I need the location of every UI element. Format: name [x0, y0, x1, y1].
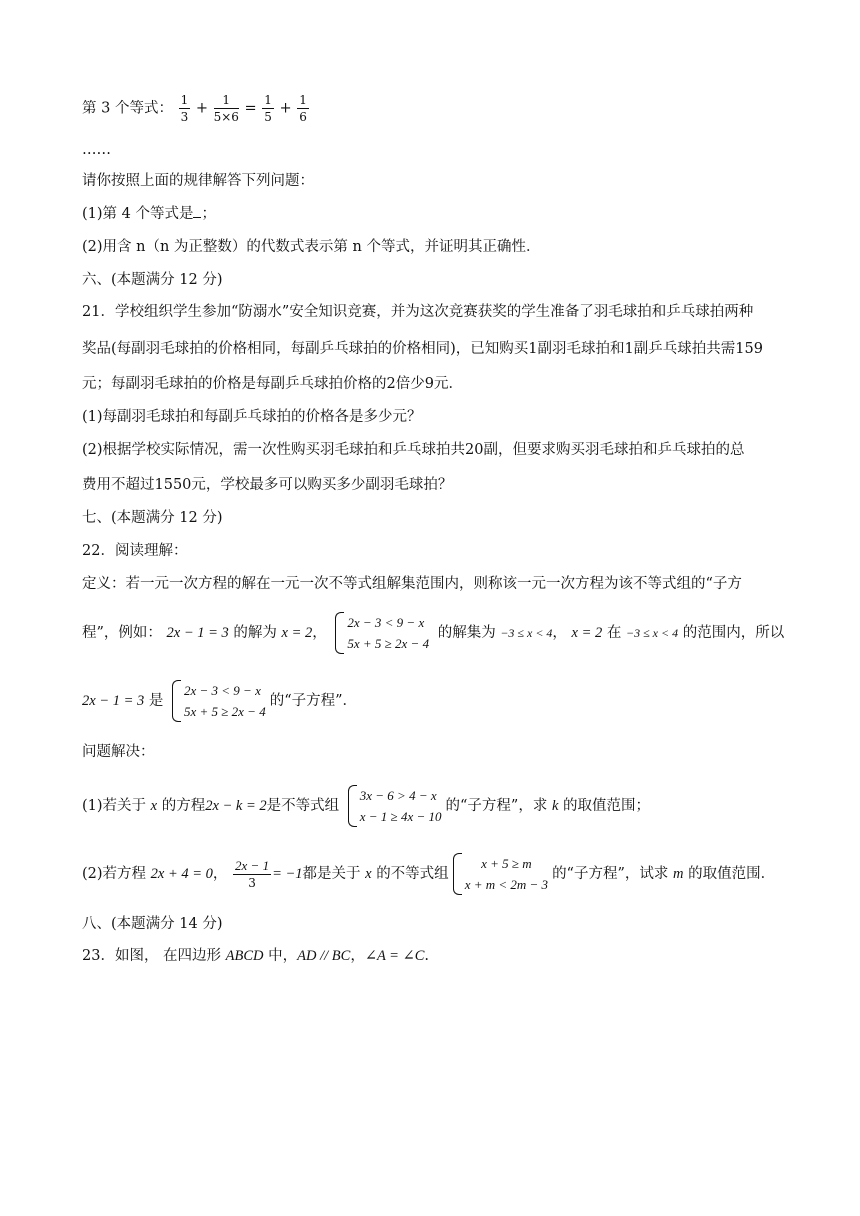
problem-21-question-2b: 费用不超过1550元，学校最多可以购买多少副羽毛球拍？ — [82, 477, 453, 493]
math-expression: x = 2 — [281, 625, 313, 641]
problem-21-question-2a: (2)根据学校实际情况，需一次性购买羽毛球拍和乒乓球拍共20副，但要求购买羽毛球拍和乒乓球拍的总 — [82, 442, 745, 458]
problem-22-title: 22．阅读理解： — [82, 543, 188, 559]
section-8-header: 八、(本题满分 14 分) — [82, 916, 223, 932]
intro-text: 请你按照上面的规律解答下列问题： — [82, 173, 314, 189]
question-1: (1)第 4 个等式是 ； — [82, 206, 216, 222]
plus-sign: + — [279, 100, 292, 117]
inequality-system: 2x − 3 < 9 − x 5x + 5 ≥ 2x − 4 — [335, 612, 429, 654]
inequality-system: 2x − 3 < 9 − x 5x + 5 ≥ 2x − 4 — [172, 680, 266, 722]
fraction: $\frac{2x - 1}{3}$ — [235, 857, 270, 890]
problem-22-conclusion: 2x − 1 = 3 是 2x − 3 < 9 − x 5x + 5 ≥ 2x − 4 的“子方程”． — [82, 680, 357, 722]
problem-21-line-1: 21．学校组织学生参加“防溺水”安全知识竞赛，并为这次竞赛获奖的学生准备了羽毛球拍和乒乓球拍两种 — [82, 304, 754, 320]
math-expression: 2x − k = 2 — [205, 798, 267, 814]
math-expression: ∠A = ∠C — [364, 948, 425, 964]
equation-prefix: 第 3 个等式： — [82, 100, 173, 117]
math-expression: 2x − 1 = 3 — [82, 693, 145, 709]
problem-22-example: 程”，例如： 2x − 1 = 3 的解为 x = 2， 2x − 3 < 9 − x 5x + 5 ≥ 2x − 4 的解集为 −3 ≤ x < 4， x = 2 在 −3 ≤ x < 4 的范围内，所以 — [82, 612, 784, 654]
plus-sign: + — [195, 100, 208, 117]
math-expression: 2x + 4 = 0 — [150, 866, 213, 882]
equation-line-3 — [82, 92, 310, 125]
problem-22-question-2: (2)若方程 2x + 4 = 0， $\frac{2x - 1}{3}$ = −1都是关于 x 的不等式组 x + 5 ≥ m x + m < 2m − 3 的“子方程”，试求 m 的取值范围． — [82, 853, 775, 895]
fraction: $\frac{1}{6}$ — [299, 93, 307, 124]
problem-22-question-1: (1)若关于 x 的方程2x − k = 2是不等式组 3x − 6 > 4 − x x − 1 ≥ 4x − 10 的“子方程”，求 k 的取值范围； — [82, 785, 650, 827]
math-expression: 2x − 1 = 3 — [166, 625, 229, 641]
problem-21-line-3: 元；每副羽毛球拍的价格是每副乒乓球拍价格的2倍少9元． — [82, 376, 463, 392]
math-expression: −3 ≤ x < 4 — [500, 626, 553, 640]
problem-22-solve-header: 问题解决： — [82, 744, 155, 760]
problem-21-line-2: 奖品(每副羽毛球拍的价格相同，每副乒乓球拍的价格相同)，已知购买1副羽毛球拍和1副乒乓球拍共需159 — [82, 341, 763, 357]
problem-22-definition: 定义：若一元一次方程的解在一元一次不等式组解集范围内，则称该一元一次方程为该不等式组的“子方 — [82, 576, 742, 592]
inequality-system: 3x − 6 > 4 − x x − 1 ≥ 4x − 10 — [348, 785, 442, 827]
fraction: $\frac{1}{5\times 6}$ — [213, 93, 239, 124]
math-expression: AD // BC — [297, 948, 351, 964]
math-expression: x = 2 — [571, 625, 603, 641]
problem-21-question-1: (1)每副羽毛球拍和每副乒乓球拍的价格各是多少元？ — [82, 409, 422, 425]
section-6-header: 六、(本题满分 12 分) — [82, 272, 223, 288]
section-7-header: 七、(本题满分 12 分) — [82, 510, 223, 526]
fraction: $\frac{1}{5}$ — [264, 93, 272, 124]
question-2: (2)用含 n（n 为正整数）的代数式表示第 n 个等式，并证明其正确性． — [82, 239, 541, 255]
inequality-system: x + 5 ≥ m x + m < 2m − 3 — [453, 853, 548, 895]
math-expression: −3 ≤ x < 4 — [625, 626, 679, 640]
equals-sign: = — [244, 100, 257, 117]
ellipsis: …… — [82, 142, 111, 158]
fraction: $\frac{1}{3}$ — [180, 93, 189, 124]
problem-23: 23．如图， 在四边形 ABCD 中，AD // BC，∠A = ∠C. — [82, 948, 430, 964]
